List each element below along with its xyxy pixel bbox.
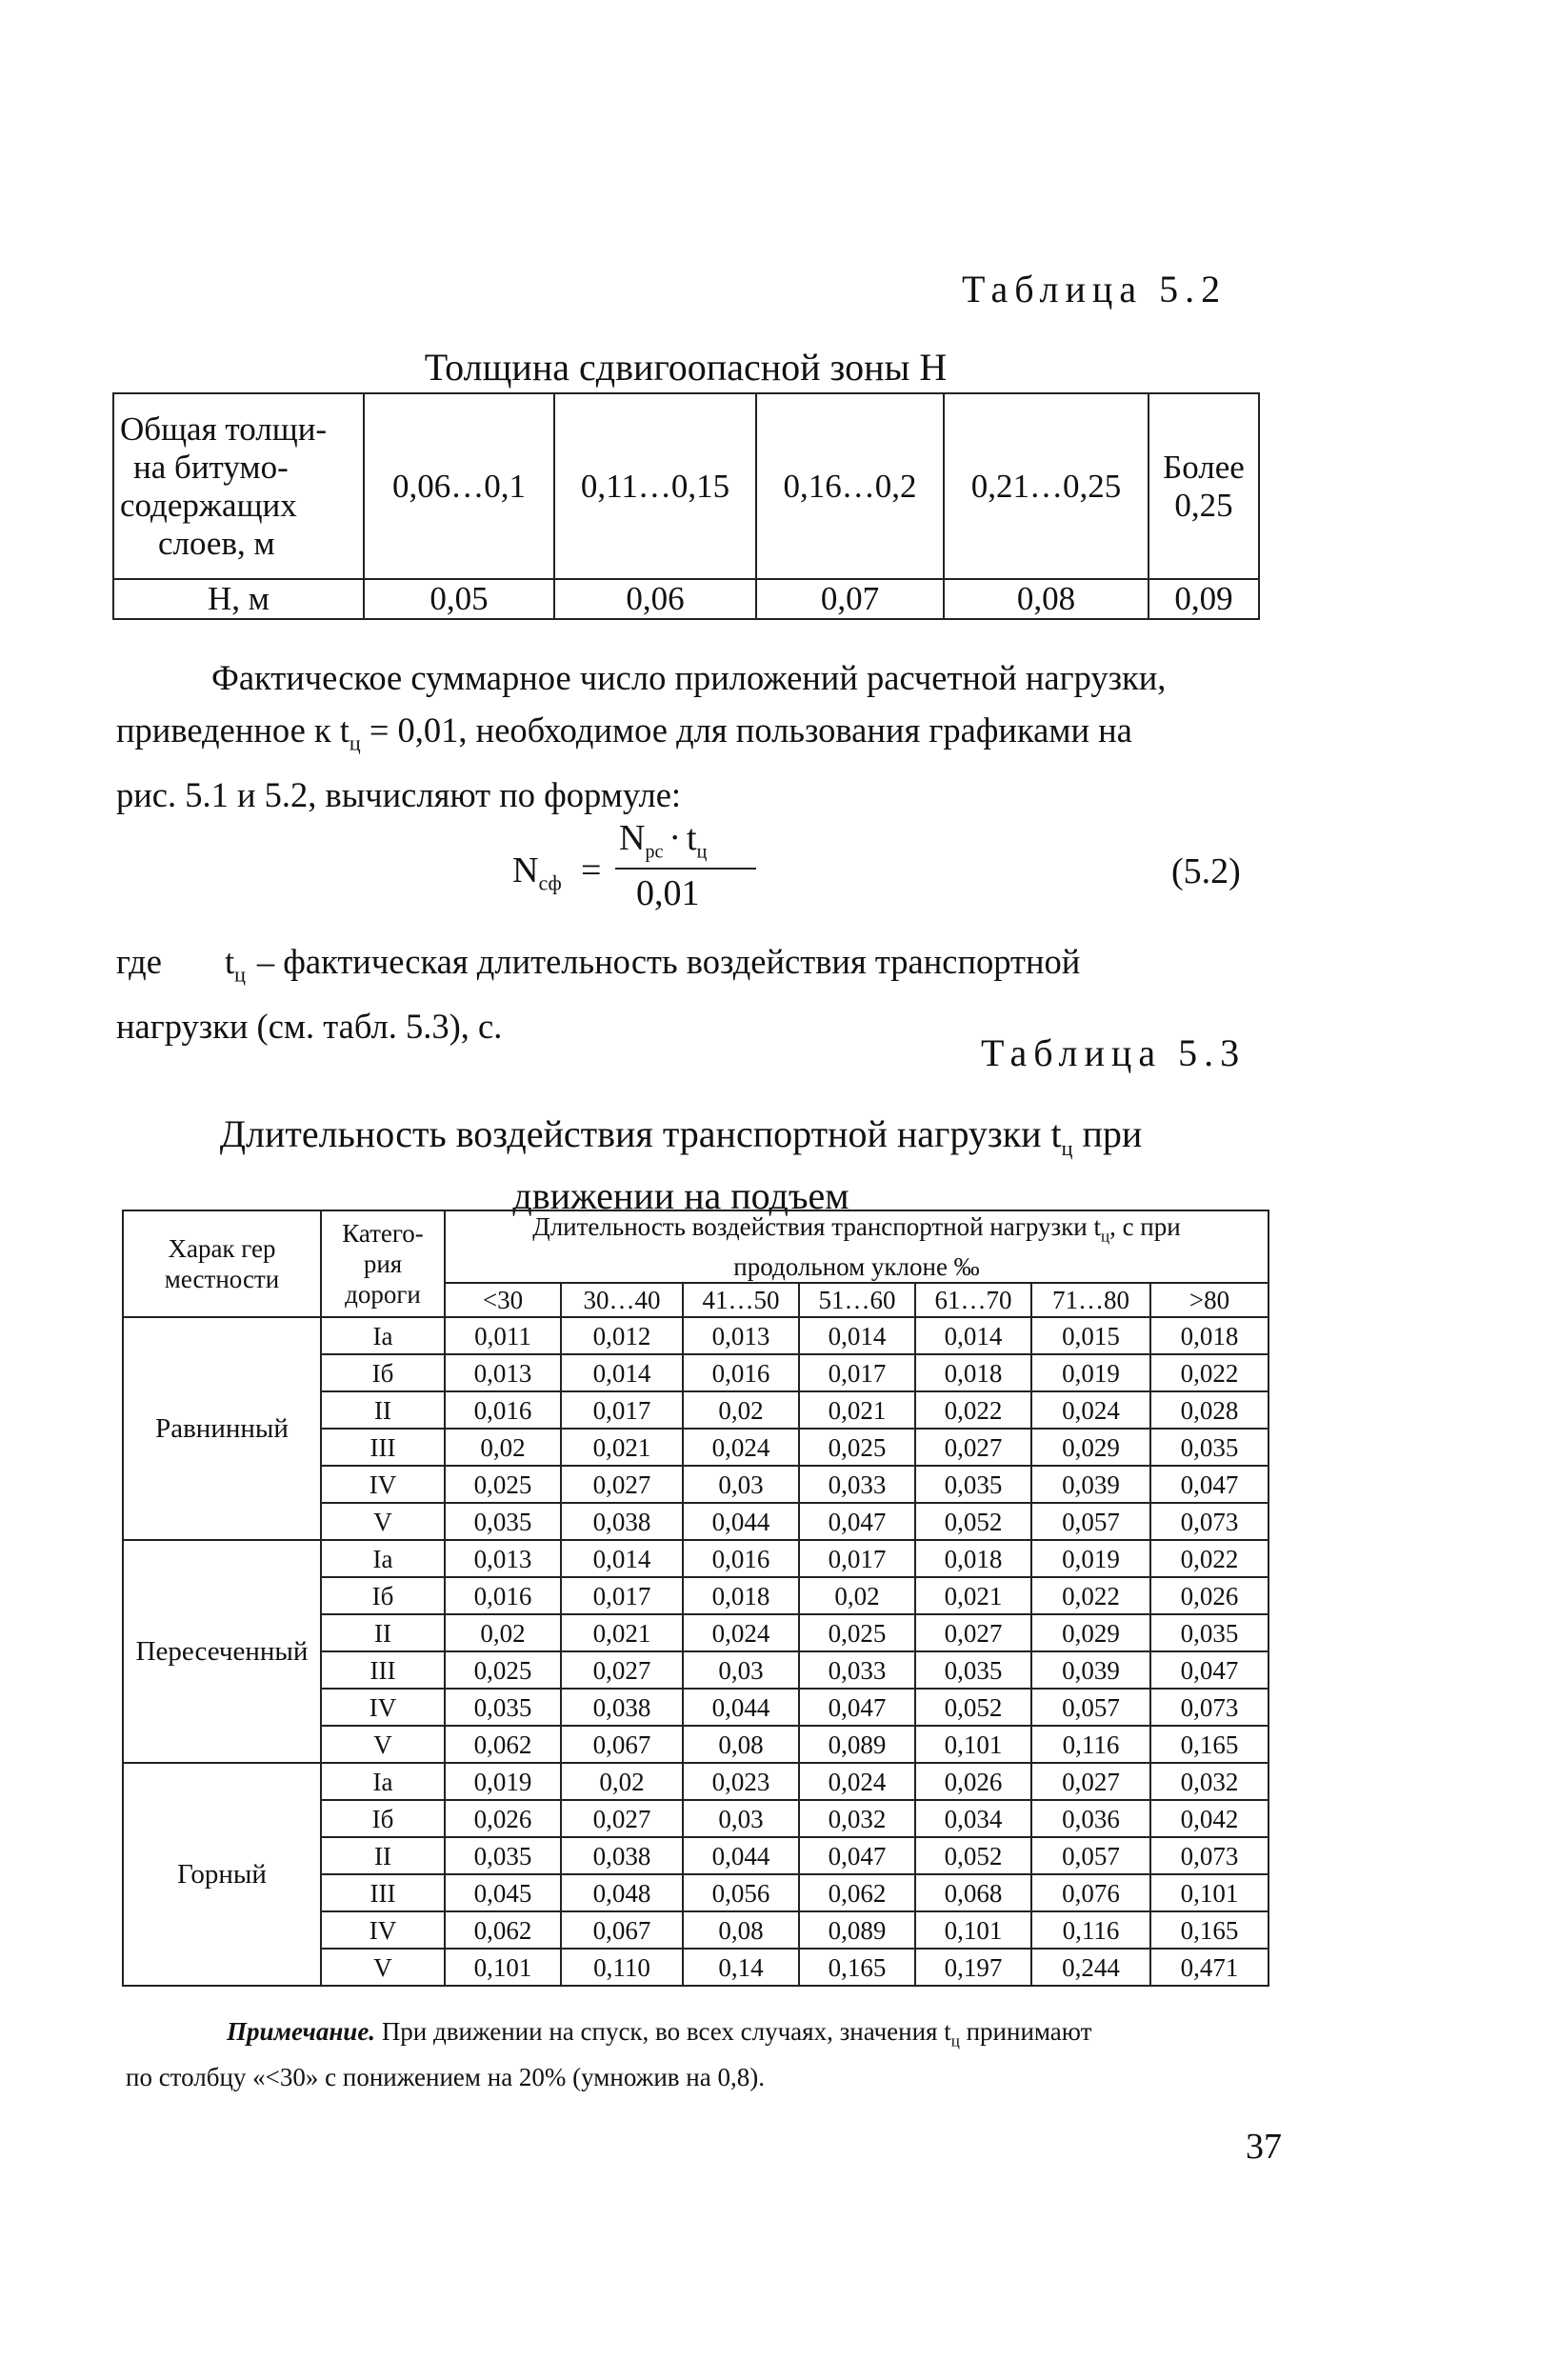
value-cell: 0,016 <box>683 1354 799 1391</box>
value-cell: 0,033 <box>799 1651 915 1689</box>
value-cell: 0,044 <box>683 1503 799 1540</box>
category-cell: Iа <box>321 1317 445 1354</box>
table-5-2 <box>112 392 1260 620</box>
value-cell: 0,028 <box>1150 1391 1268 1429</box>
table-row <box>123 1317 1268 1354</box>
value-cell: 0,014 <box>799 1317 915 1354</box>
value-cell: 0,022 <box>1150 1540 1268 1577</box>
value-cell: 0,032 <box>799 1800 915 1837</box>
category-cell: V <box>321 1726 445 1763</box>
value-cell: 0,035 <box>1150 1429 1268 1466</box>
value-cell: 0,044 <box>683 1837 799 1874</box>
category-cell: Iа <box>321 1540 445 1577</box>
value-cell: 0,110 <box>561 1949 683 1986</box>
value-cell: 0,022 <box>1031 1577 1150 1614</box>
value-cell: 0,025 <box>799 1614 915 1651</box>
value-cell: 0,022 <box>1150 1354 1268 1391</box>
value-cell: 0,035 <box>1150 1614 1268 1651</box>
value-cell: 0,027 <box>915 1429 1031 1466</box>
slope-header-cell: <30 <box>445 1283 561 1317</box>
value-cell: 0,013 <box>445 1354 561 1391</box>
page-number: 37 <box>1246 2127 1282 2167</box>
category-cell: II <box>321 1614 445 1651</box>
value-cell: 0,022 <box>915 1391 1031 1429</box>
value-cell: 0,023 <box>683 1763 799 1800</box>
formula-5-2: $N_{сф}$ = $N_{рс} \cdot t_ц$ 0,01 <box>512 817 760 931</box>
value-cell: 0,03 <box>683 1800 799 1837</box>
value-cell: 0,025 <box>445 1466 561 1503</box>
slope-header-cell: 71…80 <box>1031 1283 1150 1317</box>
value-cell: 0,018 <box>1150 1317 1268 1354</box>
table-5-2-row2-label: H, м <box>113 579 364 619</box>
value-cell: 0,038 <box>561 1689 683 1726</box>
category-cell: II <box>321 1837 445 1874</box>
paragraph-2: где $t_ц$ – фактическая длительность воздействия транспортной нагрузки (см. табл. 5.3), с. <box>116 942 1081 1047</box>
value-cell: 0,08 <box>683 1726 799 1763</box>
value-cell: 0,016 <box>445 1577 561 1614</box>
table-5-3-caption: Таблица 5.3 <box>981 1031 1247 1074</box>
value-cell: 0,026 <box>445 1800 561 1837</box>
value-cell: 0,014 <box>561 1354 683 1391</box>
formula-number: (5.2) <box>1171 851 1241 891</box>
value-cell: 0,024 <box>799 1763 915 1800</box>
value-cell: 0,101 <box>445 1949 561 1986</box>
value-cell: 0,02 <box>445 1614 561 1651</box>
value-cell: 0,042 <box>1150 1800 1268 1837</box>
slope-header-cell: 51…60 <box>799 1283 915 1317</box>
value-cell: 0,062 <box>799 1874 915 1911</box>
category-cell: Iб <box>321 1354 445 1391</box>
table-5-2-cell: 0,06 <box>554 579 756 619</box>
value-cell: 0,015 <box>1031 1317 1150 1354</box>
value-cell: 0,165 <box>1150 1726 1268 1763</box>
slope-header-cell: 30…40 <box>561 1283 683 1317</box>
value-cell: 0,021 <box>799 1391 915 1429</box>
value-cell: 0,016 <box>683 1540 799 1577</box>
value-cell: 0,026 <box>1150 1577 1268 1614</box>
value-cell: 0,025 <box>799 1429 915 1466</box>
value-cell: 0,076 <box>1031 1874 1150 1911</box>
value-cell: 0,013 <box>445 1540 561 1577</box>
table-5-2-cell: 0,05 <box>364 579 554 619</box>
slope-header-cell: >80 <box>1150 1283 1268 1317</box>
value-cell: 0,035 <box>445 1503 561 1540</box>
value-cell: 0,047 <box>799 1689 915 1726</box>
value-cell: 0,08 <box>683 1911 799 1949</box>
value-cell: 0,048 <box>561 1874 683 1911</box>
value-cell: 0,033 <box>799 1466 915 1503</box>
value-cell: 0,165 <box>799 1949 915 1986</box>
value-cell: 0,044 <box>683 1689 799 1726</box>
table-5-2-caption: Таблица 5.2 <box>962 268 1228 310</box>
value-cell: 0,018 <box>915 1540 1031 1577</box>
value-cell: 0,101 <box>915 1726 1031 1763</box>
value-cell: 0,011 <box>445 1317 561 1354</box>
value-cell: 0,067 <box>561 1911 683 1949</box>
header-terrain: Харак гер местности <box>123 1210 321 1317</box>
value-cell: 0,047 <box>1150 1651 1268 1689</box>
value-cell: 0,021 <box>561 1429 683 1466</box>
value-cell: 0,03 <box>683 1466 799 1503</box>
value-cell: 0,027 <box>915 1614 1031 1651</box>
value-cell: 0,025 <box>445 1651 561 1689</box>
value-cell: 0,062 <box>445 1726 561 1763</box>
category-cell: Iа <box>321 1763 445 1800</box>
value-cell: 0,073 <box>1150 1503 1268 1540</box>
value-cell: 0,021 <box>915 1577 1031 1614</box>
value-cell: 0,024 <box>683 1429 799 1466</box>
value-cell: 0,02 <box>799 1577 915 1614</box>
value-cell: 0,038 <box>561 1837 683 1874</box>
table-5-2-cell: Более 0,25 <box>1149 393 1259 579</box>
value-cell: 0,045 <box>445 1874 561 1911</box>
table-5-2-row1-label: Общая толщи- на битумо- содержащих слоев, м <box>113 393 364 579</box>
value-cell: 0,026 <box>915 1763 1031 1800</box>
value-cell: 0,024 <box>683 1614 799 1651</box>
value-cell: 0,035 <box>915 1651 1031 1689</box>
value-cell: 0,013 <box>683 1317 799 1354</box>
category-cell: IV <box>321 1466 445 1503</box>
table-5-3 <box>122 1210 1269 1987</box>
value-cell: 0,057 <box>1031 1837 1150 1874</box>
value-cell: 0,02 <box>683 1391 799 1429</box>
value-cell: 0,116 <box>1031 1911 1150 1949</box>
value-cell: 0,101 <box>1150 1874 1268 1911</box>
table-5-2-cell: 0,11…0,15 <box>554 393 756 579</box>
terrain-cell: Горный <box>123 1763 321 1986</box>
value-cell: 0,024 <box>1031 1391 1150 1429</box>
value-cell: 0,019 <box>1031 1540 1150 1577</box>
value-cell: 0,039 <box>1031 1466 1150 1503</box>
value-cell: 0,017 <box>799 1354 915 1391</box>
value-cell: 0,03 <box>683 1651 799 1689</box>
category-cell: Iб <box>321 1800 445 1837</box>
value-cell: 0,021 <box>561 1614 683 1651</box>
value-cell: 0,018 <box>683 1577 799 1614</box>
slope-header-cell: 61…70 <box>915 1283 1031 1317</box>
value-cell: 0,062 <box>445 1911 561 1949</box>
value-cell: 0,057 <box>1031 1503 1150 1540</box>
value-cell: 0,019 <box>445 1763 561 1800</box>
value-cell: 0,197 <box>915 1949 1031 1986</box>
value-cell: 0,02 <box>561 1763 683 1800</box>
value-cell: 0,073 <box>1150 1689 1268 1726</box>
category-cell: Iб <box>321 1577 445 1614</box>
category-cell: V <box>321 1503 445 1540</box>
category-cell: IV <box>321 1689 445 1726</box>
value-cell: 0,014 <box>915 1317 1031 1354</box>
table-5-2-cell: 0,07 <box>756 579 944 619</box>
header-category: Катего- рия дороги <box>321 1210 445 1317</box>
value-cell: 0,165 <box>1150 1911 1268 1949</box>
category-cell: III <box>321 1874 445 1911</box>
table-5-2-cell: 0,16…0,2 <box>756 393 944 579</box>
fraction-bar <box>615 868 756 870</box>
table-5-3-body <box>123 1317 1268 1986</box>
value-cell: 0,067 <box>561 1726 683 1763</box>
value-cell: 0,073 <box>1150 1837 1268 1874</box>
value-cell: 0,027 <box>561 1651 683 1689</box>
value-cell: 0,034 <box>915 1800 1031 1837</box>
value-cell: 0,029 <box>1031 1429 1150 1466</box>
terrain-cell: Равнинный <box>123 1317 321 1540</box>
category-cell: II <box>321 1391 445 1429</box>
value-cell: 0,027 <box>561 1466 683 1503</box>
value-cell: 0,014 <box>561 1540 683 1577</box>
value-cell: 0,052 <box>915 1689 1031 1726</box>
category-cell: III <box>321 1651 445 1689</box>
value-cell: 0,035 <box>445 1837 561 1874</box>
value-cell: 0,012 <box>561 1317 683 1354</box>
value-cell: 0,089 <box>799 1911 915 1949</box>
value-cell: 0,047 <box>1150 1466 1268 1503</box>
value-cell: 0,019 <box>1031 1354 1150 1391</box>
table-5-2-cell: 0,21…0,25 <box>944 393 1149 579</box>
table-5-2-cell: 0,06…0,1 <box>364 393 554 579</box>
value-cell: 0,057 <box>1031 1689 1150 1726</box>
value-cell: 0,032 <box>1150 1763 1268 1800</box>
table-5-3-title: Длительность воздействия транспортной нагрузки $t_ц$ при движении на подъем <box>219 1112 1143 1217</box>
table-5-2-cell: 0,09 <box>1149 579 1259 619</box>
value-cell: 0,02 <box>445 1429 561 1466</box>
value-cell: 0,017 <box>561 1577 683 1614</box>
value-cell: 0,052 <box>915 1503 1031 1540</box>
value-cell: 0,14 <box>683 1949 799 1986</box>
terrain-cell: Пересеченный <box>123 1540 321 1763</box>
paragraph-1: Фактическое суммарное число приложений расчетной нагрузки, приведенное к $t_ц = 0,01$, необходимое для пользования графиками на рис. 5.1 и 5.2, вычисляют по формуле: <box>116 658 1167 815</box>
value-cell: 0,047 <box>799 1837 915 1874</box>
value-cell: 0,029 <box>1031 1614 1150 1651</box>
header-duration: Длительность воздействия транспортной нагрузки $t_ц$, с при продольном уклоне ‰ <box>445 1210 1268 1283</box>
value-cell: 0,018 <box>915 1354 1031 1391</box>
value-cell: 0,244 <box>1031 1949 1150 1986</box>
table-row <box>123 1540 1268 1577</box>
value-cell: 0,089 <box>799 1726 915 1763</box>
slope-header-cell: 41…50 <box>683 1283 799 1317</box>
value-cell: 0,116 <box>1031 1726 1150 1763</box>
value-cell: 0,036 <box>1031 1800 1150 1837</box>
value-cell: 0,056 <box>683 1874 799 1911</box>
table-row <box>123 1763 1268 1800</box>
value-cell: 0,035 <box>445 1689 561 1726</box>
value-cell: 0,035 <box>915 1466 1031 1503</box>
value-cell: 0,068 <box>915 1874 1031 1911</box>
value-cell: 0,017 <box>799 1540 915 1577</box>
value-cell: 0,047 <box>799 1503 915 1540</box>
value-cell: 0,016 <box>445 1391 561 1429</box>
value-cell: 0,038 <box>561 1503 683 1540</box>
table-5-2-title: Толщина сдвигоопасной зоны H <box>424 346 948 389</box>
category-cell: IV <box>321 1911 445 1949</box>
table-5-2-cell: 0,08 <box>944 579 1149 619</box>
note: Примечание. При движении на спуск, во всех случаях, значения $t_ц$ принимают по столбцу «<30» с понижением на 20% (умножив на 0,8). <box>126 2017 1092 2092</box>
value-cell: 0,101 <box>915 1911 1031 1949</box>
category-cell: III <box>321 1429 445 1466</box>
value-cell: 0,052 <box>915 1837 1031 1874</box>
value-cell: 0,027 <box>561 1800 683 1837</box>
value-cell: 0,017 <box>561 1391 683 1429</box>
value-cell: 0,471 <box>1150 1949 1268 1986</box>
value-cell: 0,027 <box>1031 1763 1150 1800</box>
category-cell: V <box>321 1949 445 1986</box>
value-cell: 0,039 <box>1031 1651 1150 1689</box>
